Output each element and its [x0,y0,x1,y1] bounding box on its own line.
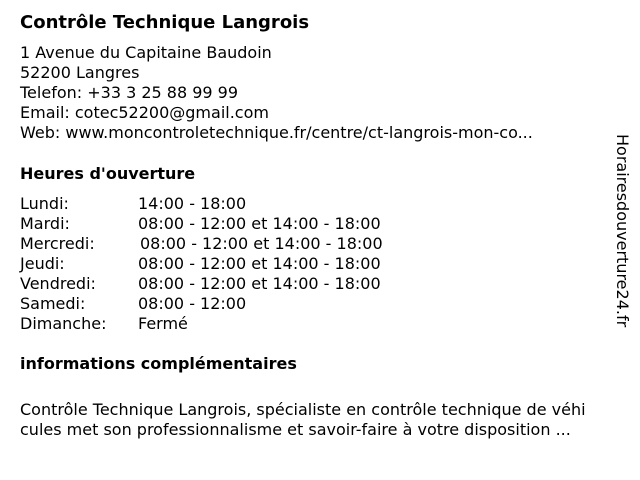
day-label: Samedi: [20,294,86,313]
day-label: Lundi: [20,194,69,213]
day-hours: Fermé [138,314,188,333]
day-label: Jeudi: [20,254,65,273]
day-hours: 08:00 - 12:00 et 14:00 - 18:00 [138,254,381,273]
hours-heading: Heures d'ouverture [20,164,196,183]
day-label: Mercredi: [20,234,95,253]
info-heading: informations complémentaires [20,354,297,373]
day-label: Mardi: [20,214,70,233]
day-label: Dimanche: [20,314,107,333]
day-hours: 14:00 - 18:00 [138,194,247,213]
day-hours: 08:00 - 12:00 et 14:00 - 18:00 [140,234,383,253]
day-hours: 08:00 - 12:00 et 14:00 - 18:00 [138,214,381,233]
info-text-line-1: Contrôle Technique Langrois, spécialiste en contrôle technique de véhi [20,400,586,419]
day-hours: 08:00 - 12:00 et 14:00 - 18:00 [138,274,381,293]
watermark-text: Horairesdouverture24.fr [613,134,632,328]
address-street: 1 Avenue du Capitaine Baudoin [20,43,272,62]
address-city: 52200 Langres [20,63,140,82]
day-hours: 08:00 - 12:00 [138,294,247,313]
site-watermark [612,134,632,374]
email-address: Email: cotec52200@gmail.com [20,103,269,122]
phone-number: Telefon: +33 3 25 88 99 99 [20,83,239,102]
day-label: Vendredi: [20,274,96,293]
business-name: Contrôle Technique Langrois [20,12,310,33]
contact-block [20,43,533,143]
website-link[interactable]: Web: www.moncontroletechnique.fr/centre/ct-langrois-mon-co... [20,123,533,142]
info-text-line-2: cules met son professionnalisme et savoir-faire à votre disposition ... [20,420,571,439]
